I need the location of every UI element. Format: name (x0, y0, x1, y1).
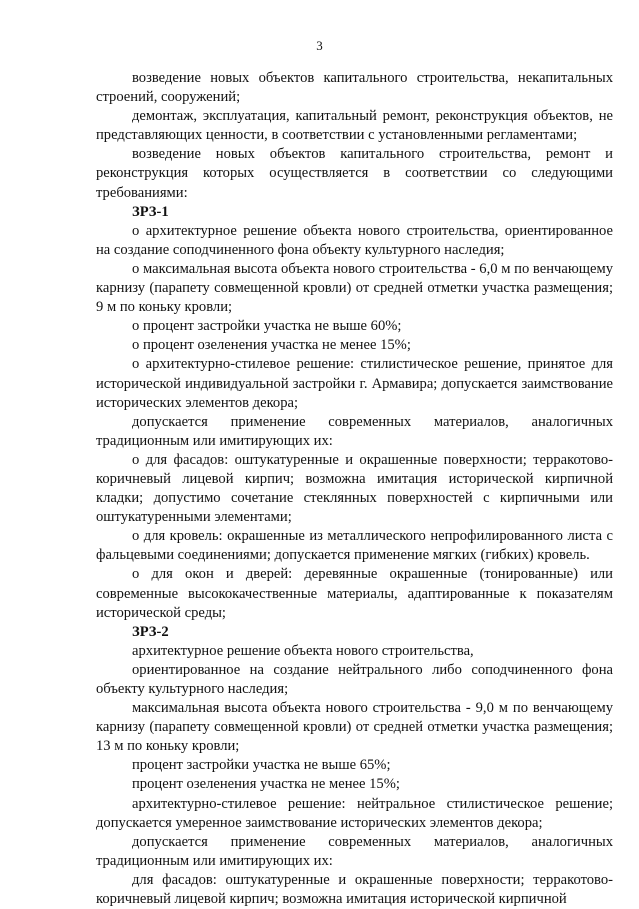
paragraph: возведение новых объектов капитального строительства, некапитальных строений, сооружений; (96, 70, 613, 106)
paragraph: о процент озеленения участка не менее 15%; (132, 337, 411, 354)
section-heading-zrz-2: ЗРЗ-2 (132, 623, 169, 640)
paragraph: архитектурно-стилевое решение: нейтральное стилистическое решение; допускается умеренное заимствование исторических элементов декора; (96, 795, 613, 831)
paragraph: о архитектурно-стилевое решение: стилистическое решение, принятое для исторической индивидуальной застройки г. Армавира; допускается заимствование исторических элементов декора; (96, 356, 613, 411)
paragraph: демонтаж, эксплуатация, капитальный ремонт, реконструкция объектов, не представляющих ценности, в соответствии с установленными регламентами; (96, 108, 613, 144)
paragraph: допускается применение современных материалов, аналогичных традиционным или имитирующих их: (96, 413, 613, 449)
paragraph: архитектурное решение объекта нового строительства, (132, 642, 474, 659)
paragraph: процент застройки участка не выше 65%; (132, 757, 391, 774)
paragraph: максимальная высота объекта нового строительства - 9,0 м по венчающему карнизу (парапету совмещенной кровли) от средней отметки участка размещения; 13 м по коньку кровли; (96, 700, 613, 755)
document-body (96, 69, 613, 909)
paragraph: допускается применение современных материалов, аналогичных традиционным или имитирующих их: (96, 833, 613, 869)
page-number: 3 (316, 38, 323, 53)
paragraph: о для окон и дверей: деревянные окрашенные (тонированные) или современные высококачественные материалы, адаптированные к показателям исторической среды; (96, 566, 613, 621)
section-heading-zrz-1: ЗРЗ-1 (132, 203, 169, 220)
paragraph: ориентированное на создание нейтрального либо соподчиненного фона объекту культурного наследия; (96, 661, 613, 697)
paragraph: о архитектурное решение объекта нового строительства, ориентированное на создание соподчиненного фона объекту культурного наследия; (96, 222, 613, 258)
paragraph: возведение новых объектов капитального строительства, ремонт и реконструкция которых осуществляется в соответствии со следующими требованиями: (96, 146, 613, 201)
paragraph: о максимальная высота объекта нового строительства - 6,0 м по венчающему карнизу (парапету совмещенной кровли) от средней отметки участка размещения; 9 м по коньку кровли; (96, 260, 613, 316)
paragraph: о для кровель: окрашенные из металлического непрофилированного листа с фальцевыми соединениями; допускается применение мягких (гибких) кровель. (96, 528, 613, 564)
paragraph: о процент застройки участка не выше 60%; (132, 318, 402, 335)
paragraph: о для фасадов: оштукатуренные и окрашенные поверхности; терракотово-коричневый лицевой кирпич; возможна имитация исторической кирпичной кладки; допустимо сочетание стеклянных поверхностей с кирпичными или оштукатуренными элементами; (96, 451, 613, 526)
paragraph: процент озеленения участка не менее 15%; (132, 776, 400, 793)
paragraph: для фасадов: оштукатуренные и окрашенные поверхности; терракотово-коричневый лицевой кирпич; возможна имитация исторической кирпичной (96, 871, 613, 908)
